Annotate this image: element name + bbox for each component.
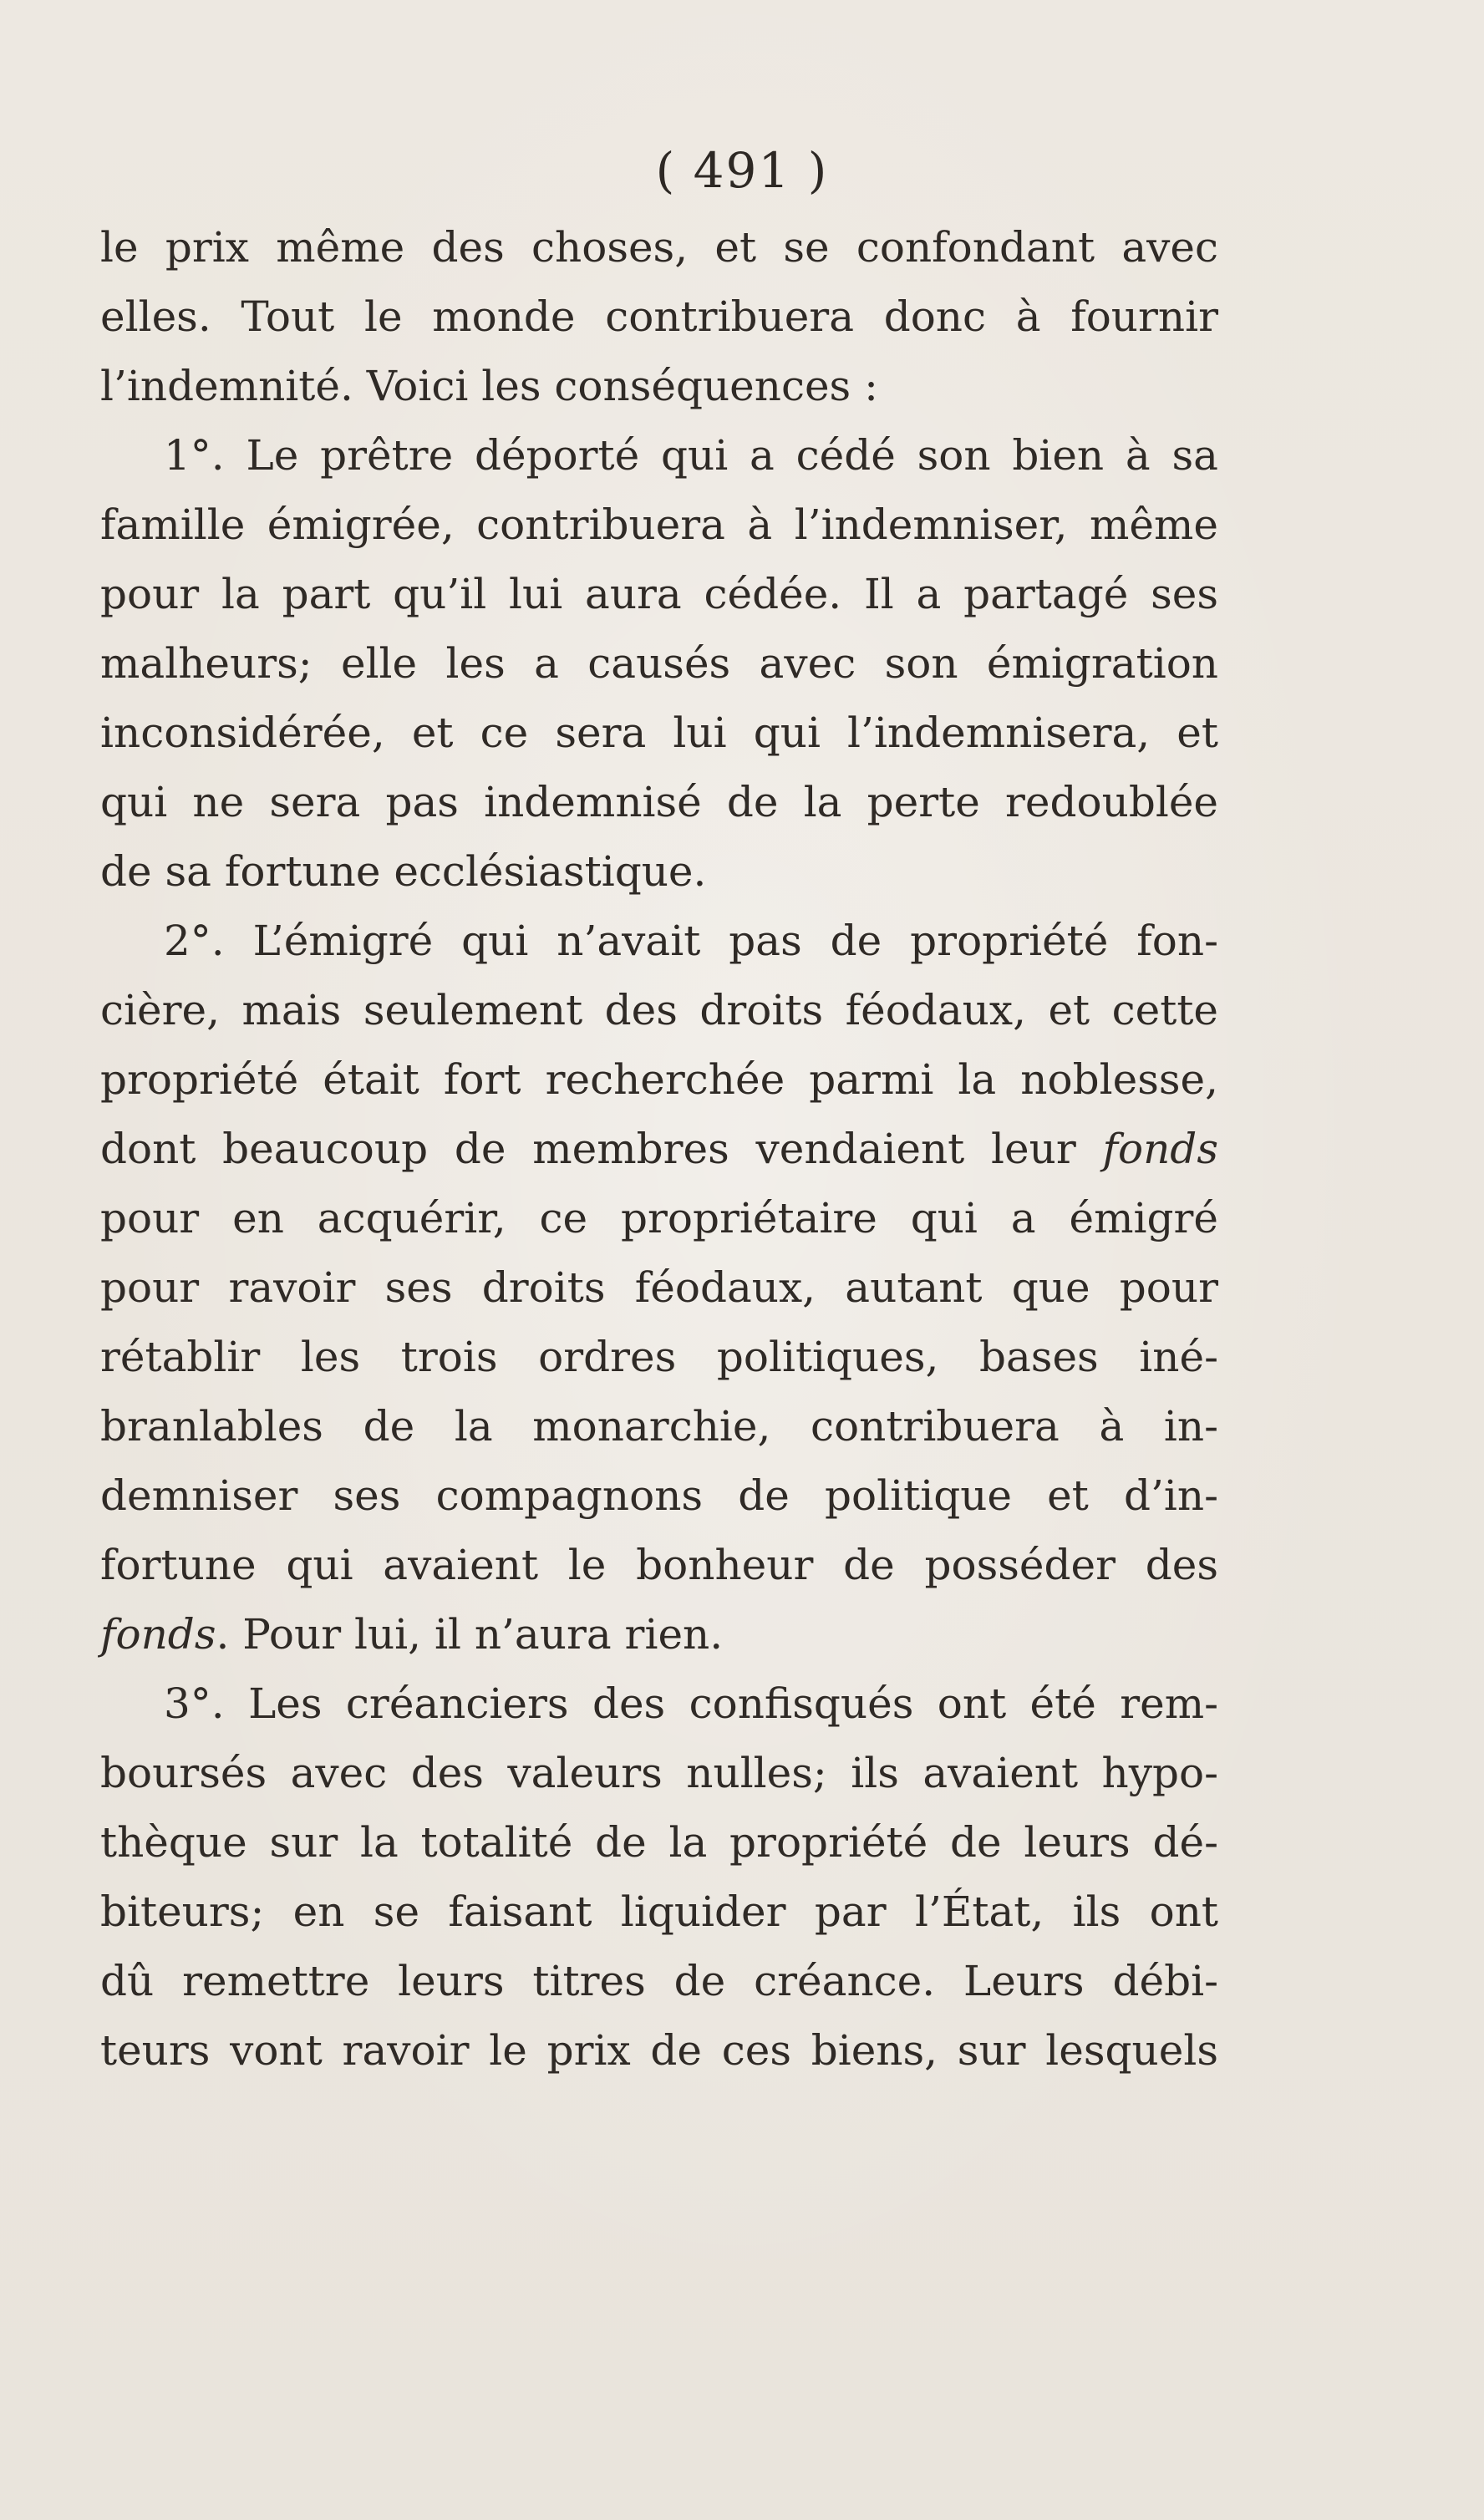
text-line: l’indemnité. Voici les conséquences : xyxy=(100,362,878,410)
italic-word: fonds xyxy=(1102,1125,1218,1173)
body-text xyxy=(100,213,1218,2086)
text-line: 3°. Les créanciers des confisqués ont été rem- xyxy=(164,1679,1218,1728)
text-line: cière, mais seulement des droits féodaux, et cette xyxy=(100,986,1218,1034)
text-line: elles. Tout le monde contribuera donc à fournir xyxy=(100,292,1218,341)
text-line: branlables de la monarchie, contribuera à in- xyxy=(100,1402,1218,1451)
text-line xyxy=(100,1600,1218,1669)
italic-word: fonds xyxy=(100,1610,216,1659)
text-line: pour la part qu’il lui aura cédée. Il a partagé ses xyxy=(100,570,1218,618)
text-segment: dont beaucoup de membres vendaient leur xyxy=(100,1125,1076,1173)
text-segment: . Pour lui, il n’aura rien. xyxy=(216,1610,724,1659)
text-line: teurs vont ravoir le prix de ces biens, sur lesquels xyxy=(100,2026,1218,2075)
text-line: pour ravoir ses droits féodaux, autant que pour xyxy=(100,1263,1218,1312)
text-line: famille émigrée, contribuera à l’indemniser, même xyxy=(100,500,1218,549)
text-line: pour en acquérir, ce propriétaire qui a émigré xyxy=(100,1194,1218,1242)
text-line: 1°. Le prêtre déporté qui a cédé son bien à sa xyxy=(164,431,1218,480)
text-line xyxy=(100,1115,1218,1184)
text-line: le prix même des choses, et se confondant avec xyxy=(100,223,1218,272)
text-line: 2°. L’émigré qui n’avait pas de propriété fon- xyxy=(164,917,1218,965)
text-line: rétablir les trois ordres politiques, bases iné- xyxy=(100,1333,1218,1381)
text-line: thèque sur la totalité de la propriété de leurs dé- xyxy=(100,1818,1218,1867)
text-line: demniser ses compagnons de politique et d’in- xyxy=(100,1471,1218,1520)
text-line: malheurs; elle les a causés avec son émigration xyxy=(100,639,1218,688)
page-number: ( 491 ) xyxy=(655,142,829,199)
text-line: propriété était fort recherchée parmi la noblesse, xyxy=(100,1055,1218,1104)
text-line: fortune qui avaient le bonheur de posséder des xyxy=(100,1541,1218,1589)
text-line: inconsidérée, et ce sera lui qui l’indemnisera, et xyxy=(100,709,1218,757)
text-line: qui ne sera pas indemnisé de la perte redoublée xyxy=(100,778,1218,826)
text-line: de sa fortune ecclésiastique. xyxy=(100,847,707,896)
text-line: dû remettre leurs titres de créance. Leurs débi- xyxy=(100,1957,1218,2005)
text-line: boursés avec des valeurs nulles; ils avaient hypo- xyxy=(100,1749,1218,1797)
text-line: biteurs; en se faisant liquider par l’État, ils ont xyxy=(100,1887,1218,1936)
